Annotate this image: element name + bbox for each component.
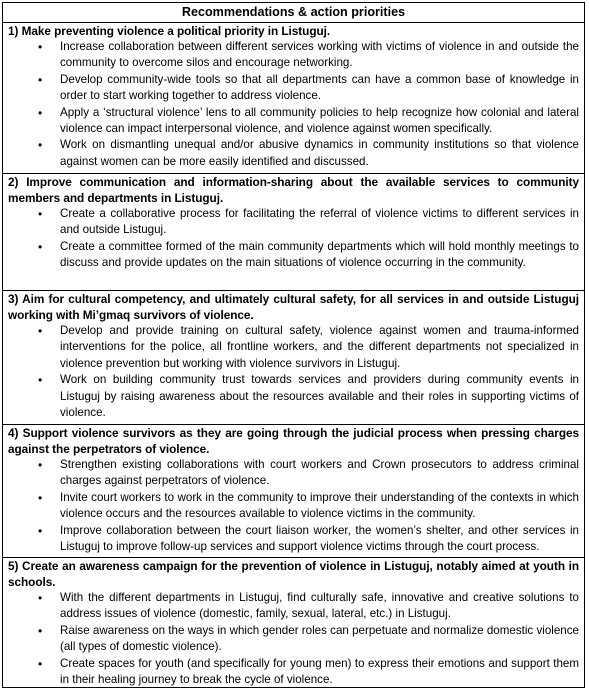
bullet-icon: • (38, 458, 43, 472)
bullet-icon: • (38, 105, 43, 120)
bullet-icon: • (38, 72, 43, 87)
list-item: • Increase collaboration between different services working with victims of violence in and outside the community to overcome silos and encourage networking. (38, 40, 579, 70)
section-2 (3, 174, 584, 291)
section-title: 1) Make preventing violence a political priority in Listuguj. (8, 24, 331, 38)
bullet-list (8, 457, 579, 555)
list-item: • Raise awareness on the ways in which gender roles can perpetuate and normalize domestic violence (all types of domestic violence). (38, 623, 579, 654)
bullet-icon: • (38, 40, 43, 54)
section-title: 4) Support violence survivors as they are going through the judicial process when pressing charges against the perpetrators of violence. (8, 426, 579, 456)
list-item: • Develop community-wide tools so that all departments can have a common base of knowledge in order to start working together to address violence. (38, 72, 579, 103)
list-item: • Create a committee formed of the main community departments which will hold monthly meetings to discuss and provide updates on the main situations of violence occurring in the community. (38, 239, 579, 270)
section-title: 2) Improve communication and information-sharing about the available services to community members and departments in Listuguj. (8, 175, 579, 205)
bullet-icon: • (38, 324, 43, 338)
bullet-icon: • (38, 138, 43, 153)
bullet-icon: • (38, 207, 43, 221)
section-1 (3, 23, 584, 174)
section-title: 5) Create an awareness campaign for the prevention of violence in Listuguj, notably aimed at youth in schools. (8, 559, 579, 589)
bullet-list (8, 206, 579, 272)
list-item: • Create a collaborative process for facilitating the referral of violence victims to different services in and outside Listuguj. (38, 207, 579, 237)
bullet-list (8, 590, 579, 688)
table-header: Recommendations & action priorities (3, 3, 584, 23)
bullet-list (8, 39, 579, 170)
bullet-icon: • (38, 656, 43, 671)
bullet-icon: • (38, 591, 43, 605)
list-item: • Develop and provide training on cultural safety, violence against women and trauma-informed interventions for the police, all frontline workers, and the different departments not specialized in violence prevention but working with violence survivors in Listuguj. (38, 324, 579, 370)
section-5 (3, 558, 584, 690)
section-4 (3, 425, 584, 558)
list-item: • Create spaces for youth (and specifically for young men) to express their emotions and support them in their healing journey to break the cycle of violence. (38, 656, 579, 687)
list-item: • Strengthen existing collaborations with court workers and Crown prosecutors to address criminal charges against perpetrators of violence. (38, 458, 579, 488)
list-item: • Apply a ‘structural violence’ lens to all community policies to help recognize how colonial and lateral violence can impact interpersonal violence, and violence against women specifically. (38, 105, 579, 136)
list-item: • With the different departments in Listuguj, find culturally safe, innovative and creative solutions to address issues of violence (domestic, family, sexual, lateral, etc.) in Listuguj. (38, 591, 579, 621)
section-title: 3) Aim for cultural competency, and ultimately cultural safety, for all services in and outside Listuguj working with Mi’gmaq survivors of violence. (8, 292, 579, 322)
bullet-icon: • (38, 373, 43, 388)
bullet-icon: • (38, 490, 43, 505)
bullet-list (8, 323, 579, 421)
bullet-icon: • (38, 239, 43, 254)
section-3 (3, 291, 584, 425)
bullet-icon: • (38, 523, 43, 538)
list-item: • Improve collaboration between the court liaison worker, the women’s shelter, and other services in Listuguj to improve follow-up services and support violence victims through the court process. (38, 523, 579, 554)
bullet-icon: • (38, 623, 43, 638)
list-item: • Invite court workers to work in the community to improve their understanding of the contexts in which violence occurs and the resources available to violence victims in the community. (38, 490, 579, 521)
list-item: • Work on building community trust towards services and providers during community events in Listuguj by raising awareness about the resources available and their roles in supporting victims of violence. (38, 373, 579, 420)
recommendations-table (2, 2, 585, 688)
list-item: • Work on dismantling unequal and/or abusive dynamics in community institutions so that violence against women can be more easily identified and discussed. (38, 138, 579, 168)
